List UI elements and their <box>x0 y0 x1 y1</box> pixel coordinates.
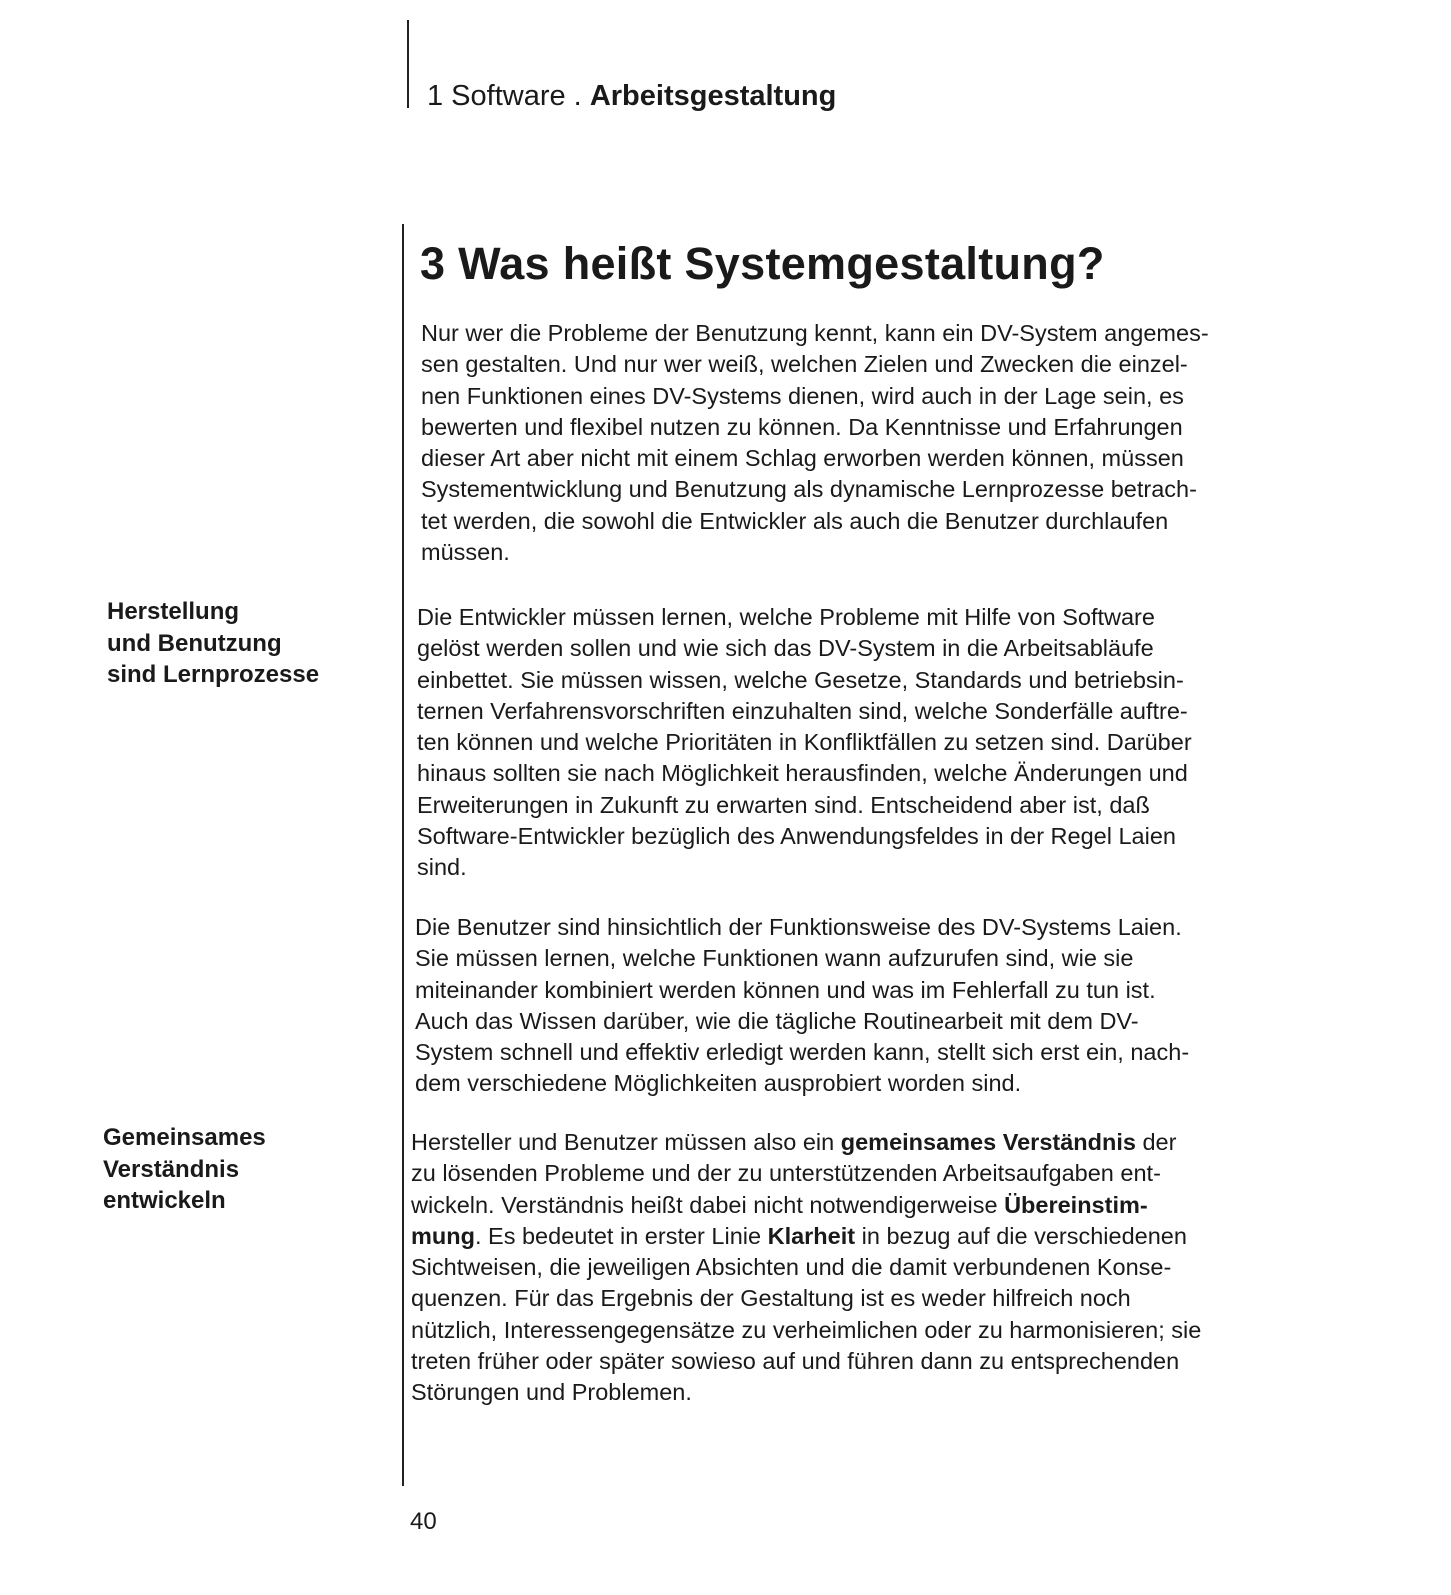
text-line: hinaus sollten sie nach Möglichkeit herausfinden, welche Änderungen und <box>417 760 1188 787</box>
running-head-prefix: 1 Software . <box>427 80 590 112</box>
page-number: 40 <box>410 1508 437 1535</box>
text-line: tet werden, die sowohl die Entwickler als auch die Benutzer durchlaufen <box>421 507 1169 534</box>
emphasis-agreement: Übereinstim- <box>1004 1191 1148 1218</box>
paragraph-4 <box>411 1127 1291 1409</box>
text-line: nen Funktionen eines DV-Systems dienen, wird auch in der Lage sein, es <box>421 382 1184 409</box>
paragraph-3 <box>415 912 1295 1100</box>
text-run: . Es bedeutet in erster Linie <box>474 1222 768 1249</box>
margin-note-line: sind Lernprozesse <box>107 661 320 688</box>
text-line: Sie müssen lernen, welche Funktionen wann aufzurufen sind, wie sie <box>415 945 1134 972</box>
text-line: miteinander kombiniert werden können und was im Fehlerfall zu tun ist. <box>415 976 1156 1003</box>
text-line: gelöst werden sollen und wie sich das DV-System in die Arbeitsabläufe <box>417 635 1154 662</box>
text-line: müssen. <box>421 539 510 566</box>
text-line: sen gestalten. Und nur wer weiß, welchen Zielen und Zwecken die einzel- <box>421 351 1188 378</box>
text-line: sind. <box>417 854 467 881</box>
header-rule <box>407 20 409 108</box>
margin-note-1 <box>107 596 367 691</box>
text-line: Software-Entwickler bezüglich des Anwendungsfeldes in der Regel Laien <box>417 823 1176 850</box>
margin-note-line: entwickeln <box>103 1187 226 1214</box>
text-line: dem verschiedene Möglichkeiten ausprobiert worden sind. <box>415 1070 1022 1097</box>
text-run: Hersteller und Benutzer müssen also ein <box>411 1129 841 1155</box>
text-line: treten früher oder später sowieso auf und führen dann zu entsprechenden <box>411 1348 1180 1375</box>
text-line: Auch das Wissen darüber, wie die tägliche Routinearbeit mit dem DV- <box>415 1007 1139 1034</box>
emphasis-agreement-cont: mung <box>411 1222 475 1249</box>
text-line: Erweiterungen in Zukunft zu erwarten sind. Entscheidend aber ist, daß <box>417 791 1150 818</box>
text-line: quenzen. Für das Ergebnis der Gestaltung ist es weder hilfreich noch <box>411 1285 1131 1312</box>
text-run: der <box>1135 1129 1177 1155</box>
text-line: Systementwicklung und Benutzung als dynamische Lernprozesse betrach- <box>421 476 1197 503</box>
margin-note-line: und Benutzung <box>107 629 282 657</box>
margin-note-2 <box>103 1122 363 1217</box>
paragraph-2 <box>417 602 1297 884</box>
running-head <box>427 76 836 116</box>
text-line: Die Benutzer sind hinsichtlich der Funktionsweise des DV-Systems Laien. <box>415 914 1182 940</box>
page-title: 3 Was heißt Systemgestaltung? <box>420 238 1105 289</box>
text-line: Sichtweisen, die jeweiligen Absichten und die damit verbundenen Konse- <box>411 1254 1172 1281</box>
text-line: bewerten und flexibel nutzen zu können. Da Kenntnisse und Erfahrungen <box>421 413 1183 440</box>
text-run: in bezug auf die verschiedenen <box>855 1222 1187 1249</box>
text-line: Die Entwickler müssen lernen, welche Probleme mit Hilfe von Software <box>417 604 1155 630</box>
text-line <box>411 1127 1291 1158</box>
running-head-chapter: Arbeitsgestaltung <box>589 80 837 112</box>
emphasis-shared-understanding: gemeinsames Verständnis <box>840 1129 1136 1155</box>
text-line: dieser Art aber nicht mit einem Schlag erworben werden können, müssen <box>421 445 1184 472</box>
text-line: Nur wer die Probleme der Benutzung kennt, kann ein DV-System angemes- <box>421 320 1209 346</box>
text-run: wickeln. Verständnis heißt dabei nicht notwendigerweise <box>411 1191 1005 1218</box>
margin-note-line: Herstellung <box>107 598 240 625</box>
text-line <box>411 1190 1291 1221</box>
text-line: nützlich, Interessengegensätze zu verheimlichen oder zu harmonisieren; sie <box>411 1316 1202 1343</box>
text-line: zu lösenden Probleme und der zu unterstützenden Arbeitsaufgaben ent- <box>411 1160 1161 1187</box>
column-rule <box>402 224 404 1486</box>
margin-note-line: Gemeinsames <box>103 1124 266 1151</box>
text-line <box>411 1221 1291 1252</box>
emphasis-clarity: Klarheit <box>767 1222 856 1249</box>
text-line: Störungen und Problemen. <box>411 1379 692 1406</box>
text-line: ten können und welche Prioritäten in Konfliktfällen zu setzen sind. Darüber <box>417 729 1192 756</box>
text-line: einbettet. Sie müssen wissen, welche Gesetze, Standards und betriebsin- <box>417 666 1184 693</box>
paragraph-1 <box>421 318 1301 568</box>
text-line: System schnell und effektiv erledigt werden kann, stellt sich erst ein, nach- <box>415 1039 1190 1066</box>
text-line: ternen Verfahrensvorschriften einzuhalten sind, welche Sonderfälle auftre- <box>417 697 1188 724</box>
margin-note-line: Verständnis <box>103 1155 240 1183</box>
